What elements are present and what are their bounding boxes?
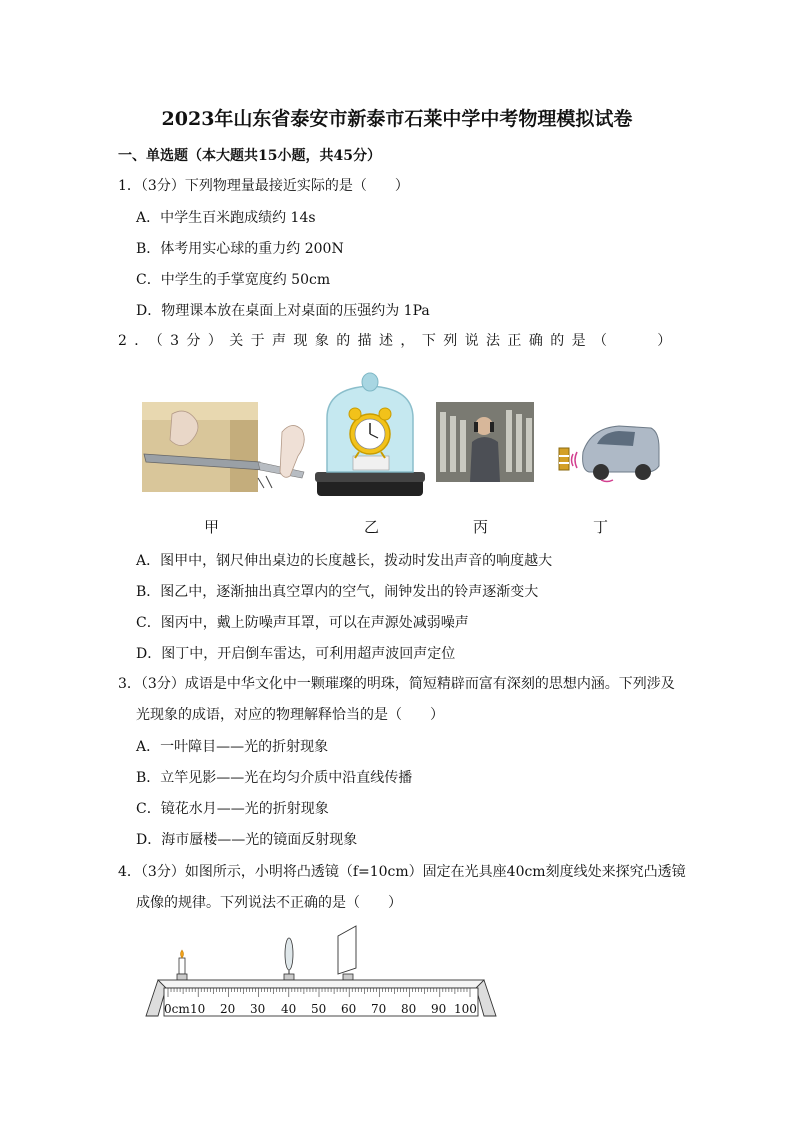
q3-option-a: A．一叶障目——光的折射现象 <box>136 739 329 755</box>
ultrasonic-waves-bottom <box>601 480 613 482</box>
ruler-label-80: 80 <box>401 1002 417 1016</box>
question-1-stem: 1．（3分）下列物理量最接近实际的是（ ） <box>118 178 409 194</box>
q3-option-d: D．海市蜃楼——光的镜面反射现象 <box>136 832 358 848</box>
ruler-label-0: 0cm <box>164 1002 190 1016</box>
ruler-label-30: 30 <box>250 1002 266 1016</box>
bench-leg-left <box>146 980 166 1016</box>
traffic-cone <box>559 448 569 470</box>
section-heading: 一、单选题（本大题共15小题，共45分） <box>118 148 381 164</box>
question-4-stem-line-1: 4．（3分）如图所示，小明将凸透镜（f=10cm）固定在光具座40cm刻度线处来探究凸透镜 <box>118 864 686 880</box>
caption-ding: 丁 <box>593 518 609 536</box>
ruler-label-40: 40 <box>281 1002 297 1016</box>
question-4-stem-line-2: 成像的规律。下列说法不正确的是（ ） <box>136 895 402 911</box>
ruler-label-90: 90 <box>431 1002 447 1016</box>
wheel-front <box>635 464 651 480</box>
q1-option-b: B．体考用实心球的重力约 200N <box>136 241 344 257</box>
q1-option-c: C．中学生的手掌宽度约 50cm <box>136 272 331 288</box>
figure-ruler-desk <box>142 402 312 494</box>
q2-option-c: C．图丙中，戴上防噪声耳罩，可以在声源处减弱噪声 <box>136 615 469 631</box>
bench-track <box>158 980 484 988</box>
ruler-label-100: 100 <box>454 1002 477 1016</box>
q2-option-a: A．图甲中，钢尺伸出桌边的长度越长，拨动时发出声音的响度越大 <box>136 553 553 569</box>
ruler-label-10: 10 <box>190 1002 206 1016</box>
wheel-rear <box>593 464 609 480</box>
page-title: 2023年山东省泰安市新泰市石莱中学中考物理模拟试卷 <box>161 108 633 130</box>
caption-jia: 甲 <box>204 518 220 536</box>
q1-option-a: A．中学生百米跑成绩约 14s <box>136 210 316 226</box>
question-3-stem-line-1: 3．（3分）成语是中华文化中一颗璀璨的明珠，简短精辟而富有深刻的思想内涵。下列涉及 <box>118 676 675 692</box>
ruler-label-60: 60 <box>341 1002 357 1016</box>
candle-flame <box>181 950 184 958</box>
hand-pluck <box>280 425 304 477</box>
question-2-stem: 2．（3分）关于声现象的描述，下列说法正确的是（ ） <box>118 333 679 349</box>
ultrasonic-waves-left <box>572 452 578 468</box>
candle <box>179 958 185 974</box>
ruler-labels <box>164 1002 480 1018</box>
convex-lens <box>285 938 293 970</box>
q1-option-d: D．物理课本放在桌面上对桌面的压强约为 1Pa <box>136 303 430 319</box>
caption-bing: 丙 <box>473 518 489 536</box>
ruler-label-20: 20 <box>220 1002 236 1016</box>
question-3-stem-line-2: 光现象的成语，对应的物理解释恰当的是（ ） <box>136 707 444 723</box>
ruler-label-50: 50 <box>311 1002 327 1016</box>
q2-option-d: D．图丁中，开启倒车雷达，可利用超声波回声定位 <box>136 646 456 662</box>
caption-yi: 乙 <box>364 518 380 536</box>
figure-bell-jar <box>315 368 427 500</box>
light-screen <box>338 926 356 974</box>
figure-factory-worker <box>436 402 534 482</box>
q2-option-b: B．图乙中，逐渐抽出真空罩内的空气，闹钟发出的铃声逐渐变大 <box>136 584 539 600</box>
q3-option-c: C．镜花水月——光的折射现象 <box>136 801 329 817</box>
earmuff <box>474 422 478 432</box>
figure-car-radar <box>555 418 663 484</box>
q3-option-b: B．立竿见影——光在均匀介质中沿直线传播 <box>136 770 413 786</box>
worker-body <box>470 437 500 482</box>
ruler-label-70: 70 <box>371 1002 387 1016</box>
